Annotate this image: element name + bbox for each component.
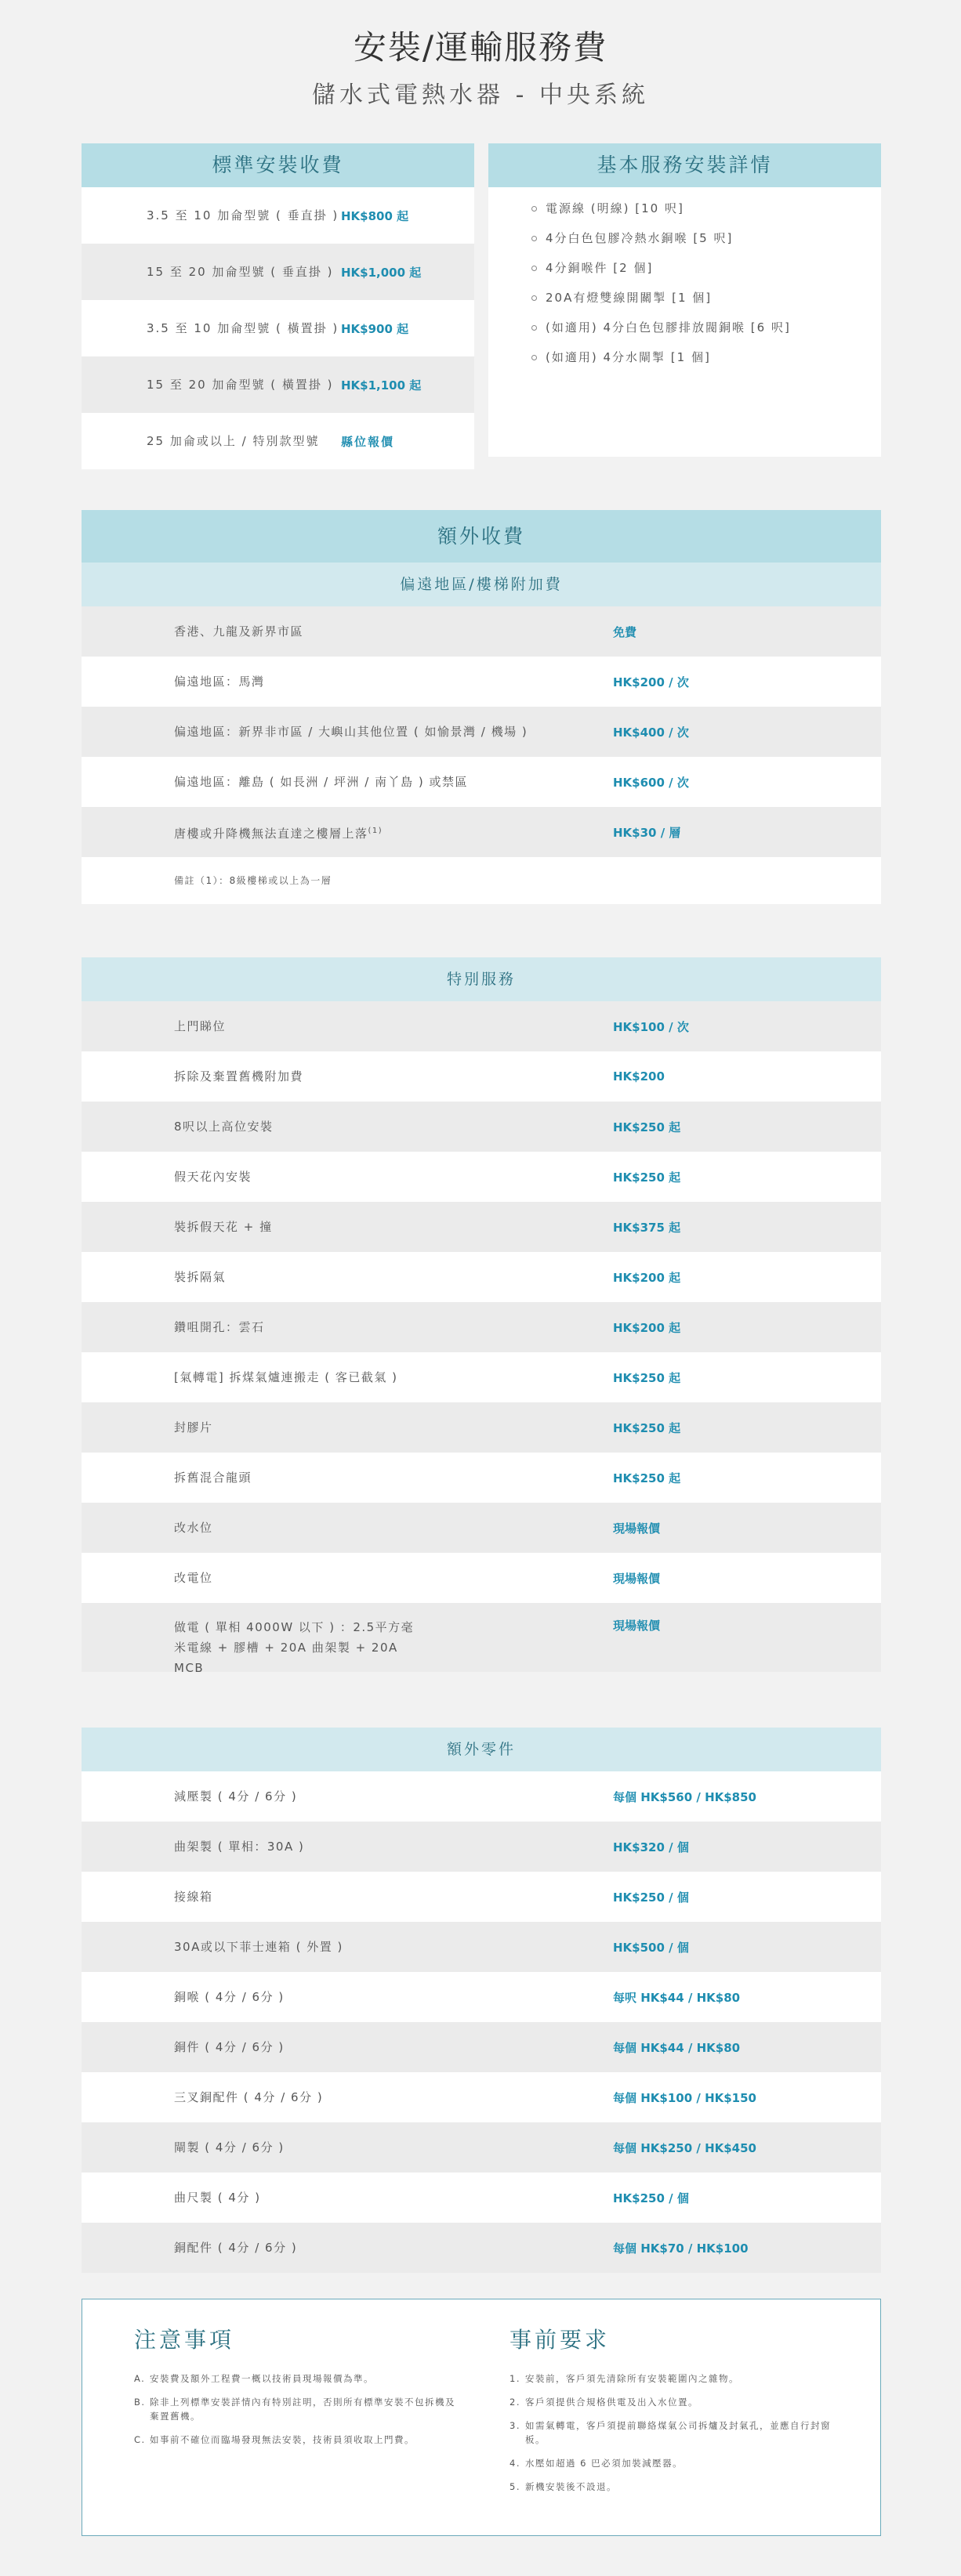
row-description: 鑽咀開孔：雲石	[174, 1320, 265, 1334]
table-row	[82, 1822, 881, 1872]
row-description: 接線箱	[174, 1890, 213, 1904]
table-row	[82, 1202, 881, 1252]
list-marker: 3.	[510, 2420, 520, 2431]
row-description: 銅配件 ( 4分 / 6分 )	[174, 2241, 298, 2255]
row-price: 每個 HK$250 / HK$450	[613, 2140, 756, 2155]
table-row	[82, 1972, 881, 2022]
row-description: 改電位	[174, 1571, 213, 1585]
notes-title: 注意事項	[134, 2327, 235, 2353]
row-description: 裝拆假天花 + 撞	[174, 1220, 273, 1234]
table-row	[82, 1252, 881, 1302]
table-row	[82, 1302, 881, 1352]
row-price: HK$250 起	[613, 1120, 681, 1134]
row-price: HK$400 / 次	[613, 725, 689, 740]
table-row	[82, 300, 474, 356]
basic-service-card	[488, 143, 881, 457]
table-row	[82, 1503, 881, 1553]
table-row	[82, 1352, 881, 1402]
row-description: 閘製 ( 4分 / 6分 )	[174, 2140, 285, 2155]
list-item	[531, 346, 881, 375]
list-item-text: 如事前不確位而臨場發現無法安裝，技術員須收取上門費。	[150, 2434, 415, 2445]
row-description: 曲架製 ( 單相：30A )	[174, 1840, 305, 1854]
row-price: HK$900 起	[341, 321, 409, 336]
notes-column	[134, 2323, 463, 2456]
bullet-icon	[531, 206, 537, 212]
list-item-text: 水壓如超過 6 巴必須加裝減壓器。	[525, 2458, 684, 2469]
row-description: 銅件 ( 4分 / 6分 )	[174, 2040, 285, 2054]
remote-area-subtitle: 偏遠地區/樓梯附加費	[82, 563, 881, 606]
extra-parts-table	[82, 1728, 881, 2273]
row-description: 封膠片	[174, 1420, 213, 1435]
list-item	[510, 2456, 839, 2470]
page-title: 安裝/運輸服務費	[353, 28, 608, 67]
list-marker: C.	[134, 2434, 146, 2445]
row-description: 銅喉 ( 4分 / 6分 )	[174, 1990, 285, 2004]
list-item	[510, 2419, 839, 2447]
table-row	[82, 1152, 881, 1202]
table-row	[82, 1771, 881, 1822]
list-item	[134, 2433, 463, 2447]
special-services-title: 特別服務	[82, 957, 881, 1001]
row-description: 偏遠地區：新界非市區 / 大嶼山其他位置 ( 如愉景灣 / 機場 )	[174, 725, 528, 739]
requirements-list	[510, 2372, 839, 2494]
row-description: 假天花內安裝	[174, 1170, 252, 1184]
row-price: 每個 HK$560 / HK$850	[613, 1789, 756, 1804]
table-row	[82, 2072, 881, 2122]
list-item-text: 新機安裝後不設退。	[525, 2481, 617, 2492]
table-row	[82, 244, 474, 300]
list-item-text: 20A有燈雙線開關掣 [1 個]	[546, 291, 713, 305]
list-marker: 1.	[510, 2373, 520, 2384]
row-price: HK$250 起	[613, 1170, 681, 1185]
table-row	[82, 187, 474, 244]
list-marker: 2.	[510, 2397, 520, 2408]
list-item	[531, 226, 881, 256]
table-row	[82, 1453, 881, 1503]
table-row	[82, 356, 474, 413]
row-price: 每個 HK$70 / HK$100	[613, 2241, 749, 2256]
list-item-text: 除非上列標準安裝詳情內有特別註明，否則所有標準安裝不包拆機及棄置舊機。	[150, 2397, 455, 2422]
extra-charges-table	[82, 510, 881, 904]
list-item-text: 客戶須提供合規格供電及出入水位置。	[525, 2397, 698, 2408]
row-price: HK$250 起	[613, 1370, 681, 1385]
row-price: 現場報價	[613, 1571, 661, 1586]
row-price: 每個 HK$44 / HK$80	[613, 2040, 741, 2055]
row-price: HK$320 / 個	[613, 1840, 689, 1854]
row-price: 現場報價	[613, 1521, 661, 1536]
row-price: HK$500 / 個	[613, 1940, 689, 1955]
row-description: 8呎以上高位安裝	[174, 1120, 274, 1134]
row-price: HK$100 / 次	[613, 1019, 689, 1034]
bullet-icon	[531, 295, 537, 301]
page-subtitle: 儲水式電熱水器 - 中央系統	[312, 81, 649, 109]
list-item-text: 安裝前，客戶須先清除所有安裝範圍內之雜物。	[525, 2373, 739, 2384]
standard-installation-card	[82, 143, 474, 457]
row-price: HK$250 起	[613, 1420, 681, 1435]
row-description: 15 至 20 加侖型號 ( 橫置掛 )	[147, 378, 334, 392]
table-row	[82, 1102, 881, 1152]
row-price: 每呎 HK$44 / HK$80	[613, 1990, 741, 2005]
row-description: 偏遠地區：離島 ( 如長洲 / 坪洲 / 南丫島 ) 或禁區	[174, 775, 468, 789]
list-item	[531, 316, 881, 346]
list-item	[510, 2395, 839, 2409]
row-description: 15 至 20 加侖型號 ( 垂直掛 )	[147, 265, 334, 279]
table-row	[82, 2122, 881, 2173]
footnote-marker: (1)	[368, 826, 383, 835]
row-description: 曲尺製 ( 4分 )	[174, 2191, 261, 2205]
list-item-text: (如適用) 4分水閘掣 [1 個]	[546, 350, 711, 364]
table-row	[82, 807, 881, 857]
table-row	[82, 1001, 881, 1051]
table-row	[82, 2173, 881, 2223]
row-description-text: 唐樓或升降機無法直達之樓層上落	[174, 826, 368, 841]
bullet-icon	[531, 266, 537, 271]
row-price: HK$375 起	[613, 1220, 681, 1235]
row-price: HK$200 起	[613, 1270, 681, 1285]
row-price: 每個 HK$100 / HK$150	[613, 2090, 756, 2105]
row-price: HK$600 / 次	[613, 775, 689, 790]
table-row	[82, 757, 881, 807]
row-description: 改水位	[174, 1521, 213, 1535]
list-item	[531, 197, 881, 226]
list-item	[531, 286, 881, 316]
basic-service-title: 基本服務安裝詳情	[488, 143, 881, 187]
row-description: 做電 ( 單相 4000W 以下 ) ：2.5平方毫米電線 + 膠槽 + 20A 曲架製 + 20A MCB	[174, 1620, 415, 1675]
list-item-text: 電源線 (明線) [10 呎]	[546, 201, 684, 215]
bullet-icon	[531, 325, 537, 331]
table-row	[82, 2223, 881, 2273]
row-description: 25 加侖或以上 / 特別款型號	[147, 434, 320, 448]
bullet-icon	[531, 236, 537, 241]
row-description: 裝拆隔氣	[174, 1270, 227, 1284]
list-item	[134, 2372, 463, 2386]
table-row	[82, 707, 881, 757]
row-price: HK$1,000 起	[341, 265, 422, 280]
table-row	[82, 1872, 881, 1922]
extra-parts-title: 額外零件	[82, 1728, 881, 1771]
table-row	[82, 1402, 881, 1453]
list-marker: B.	[134, 2397, 146, 2408]
table-row	[82, 1051, 881, 1102]
row-price: 縣位報價	[341, 434, 395, 449]
row-description: 減壓製 ( 4分 / 6分 )	[174, 1789, 298, 1804]
row-description: 拆舊混合龍頭	[174, 1471, 252, 1485]
list-marker: A.	[134, 2373, 146, 2384]
list-marker: 4.	[510, 2458, 520, 2469]
footnote-text: 備註（1）：8級樓梯或以上為一層	[174, 875, 332, 886]
row-description: 上門睇位	[174, 1019, 227, 1033]
table-row	[82, 2022, 881, 2072]
notes-panel	[82, 2299, 881, 2536]
row-price: HK$200 起	[613, 1320, 681, 1335]
special-services-table	[82, 957, 881, 1675]
row-description: 三叉銅配件 ( 4分 / 6分 )	[174, 2090, 324, 2104]
list-item-text: (如適用) 4分白色包膠排放閥銅喉 [6 呎]	[546, 320, 791, 335]
list-item-text: 如需氣轉電，客戶須提前聯絡煤氣公司拆爐及封氣孔，並應自行封窗板。	[525, 2420, 831, 2445]
table-row	[82, 657, 881, 707]
extra-charges-title: 額外收費	[82, 510, 881, 563]
list-item	[531, 256, 881, 286]
basic-service-list	[488, 187, 881, 375]
row-description: 偏遠地區：馬灣	[174, 675, 265, 689]
table-row	[82, 1922, 881, 1972]
notes-list	[134, 2372, 463, 2447]
standard-installation-rows	[82, 187, 474, 469]
list-item	[510, 2372, 839, 2386]
row-price: HK$800 起	[341, 208, 409, 223]
list-item	[510, 2480, 839, 2494]
standard-installation-title: 標準安裝收費	[82, 143, 474, 187]
row-price: HK$250 / 個	[613, 2191, 689, 2205]
table-row	[82, 606, 881, 657]
row-price: HK$200	[613, 1069, 665, 1084]
requirements-title: 事前要求	[510, 2327, 611, 2353]
row-description: 香港、九龍及新界市區	[174, 624, 304, 639]
row-price: HK$1,100 起	[341, 378, 422, 393]
row-description: 3.5 至 10 加侖型號 ( 橫置掛 )	[147, 321, 339, 335]
row-description: [氣轉電] 拆煤氣爐連搬走 ( 客已截氣 )	[174, 1370, 398, 1384]
row-price: HK$200 / 次	[613, 675, 689, 689]
table-row	[82, 1603, 881, 1675]
table-row	[82, 1553, 881, 1603]
footnote-row	[82, 857, 881, 904]
table-row	[82, 413, 474, 469]
row-price: HK$250 起	[613, 1471, 681, 1485]
row-price: HK$250 / 個	[613, 1890, 689, 1905]
row-price: 免費	[613, 624, 637, 639]
row-description: 拆除及棄置舊機附加費	[174, 1069, 304, 1084]
row-price: HK$30 / 層	[613, 825, 681, 840]
row-description: 3.5 至 10 加侖型號 ( 垂直掛 )	[147, 208, 339, 223]
list-item-text: 4分白色包膠冷熱水銅喉 [5 呎]	[546, 231, 734, 245]
list-item	[134, 2395, 463, 2423]
list-item-text: 4分銅喉件 [2 個]	[546, 261, 654, 275]
bullet-icon	[531, 355, 537, 360]
list-marker: 5.	[510, 2481, 520, 2492]
row-price: 現場報價	[613, 1619, 661, 1633]
list-item-text: 安裝費及額外工程費一概以技術員現場報價為準。	[150, 2373, 374, 2384]
requirements-column	[510, 2323, 839, 2503]
row-description: 30A或以下菲士連箱 ( 外置 )	[174, 1940, 343, 1954]
row-description	[82, 821, 613, 844]
